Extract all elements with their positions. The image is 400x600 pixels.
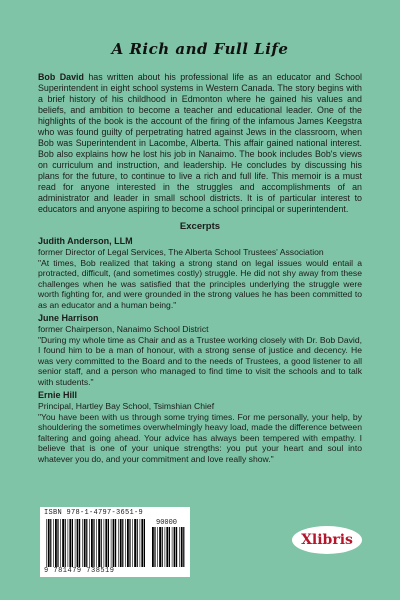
book-description — [38, 72, 362, 215]
excerpt-quote: "At times, Bob realized that taking a strong stand on legal issues would entail a protracted, difficult, (and sometimes costly) struggle. He did not shy away from these challenges when he was satisfied that the principles underlying the struggle were worth fighting for, and were grounded in the strong values he has been committed to as an educator and a human being." — [38, 257, 362, 310]
barcode — [40, 507, 190, 577]
excerpt-role: former Chairperson, Nanaimo School District — [38, 324, 209, 334]
publisher-name: Xlibris — [301, 532, 353, 548]
excerpts-heading: Excerpts — [179, 221, 221, 232]
author-name: Bob David — [38, 72, 84, 82]
barcode-bars — [46, 519, 146, 567]
excerpt-author: Judith Anderson, LLM — [38, 236, 133, 246]
barcode-addon-bars — [152, 527, 186, 567]
excerpt — [38, 313, 362, 387]
excerpt — [38, 236, 362, 310]
barcode-addon-number: 90000 — [156, 519, 178, 527]
publisher-logo — [292, 526, 362, 554]
excerpt-quote: "During my whole time as Chair and as a Trustee working closely with Dr. Bob David, I found him to be a man of honour, with a strong sense of justice and decency. He was very committed to the Board and to the needs of Trustees, a good listener to all senior staff, and a person who managed to find time to visit the schools and to talk with students." — [38, 334, 362, 387]
barcode-digits: 9 781479 738519 — [44, 567, 115, 575]
excerpt-role: Principal, Hartley Bay School, Tsimshian Chief — [38, 401, 215, 411]
book-title: A Rich and Full Life — [111, 40, 289, 58]
excerpt-role: former Director of Legal Services, The Alberta School Trustees' Association — [38, 247, 324, 257]
isbn-text: ISBN 978-1-4797-3651-9 — [44, 509, 144, 517]
excerpt-quote: "You have been with us through some trying times. For me personally, your help, by shouldering the sometimes overwhelmingly heavy load, made the difference between faltering and going ahead. Your advice has always been tempered with empathy. I believe that is one of your unique strengths: you put your heart and soul into whatever you do, and your commitment and love really show." — [38, 411, 362, 464]
excerpt — [38, 390, 362, 464]
excerpt-author: June Harrison — [38, 313, 99, 323]
description-text: has written about his professional life as an educator and School Superintendent in eight school systems in Western Canada. The story begins with a brief history of his childhood in Edmonton where he gained his values and beliefs, and ambition to become a teacher and educational leader. One of the highlights of the book is the account of the firing of the infamous James Keegstra who was found guilty of perpetrating hatred against Jews in the classroom, when Bob was Superintendent in Lacombe, Alberta. This affair gained national interest. Bob also explains how he lost his job in Nanaimo. The book includes Bob's views on curriculum and instruction, and leadership. He concludes by discussing his plans for the future, to continue to live a rich and full life. This memoir is a must read for anyone interested in the struggles and accomplishments of an administrator and leader in small school districts. It is of particular interest to educators and anyone aspiring to become a school principal or superintendent. — [38, 72, 362, 214]
excerpt-author: Ernie Hill — [38, 390, 78, 400]
